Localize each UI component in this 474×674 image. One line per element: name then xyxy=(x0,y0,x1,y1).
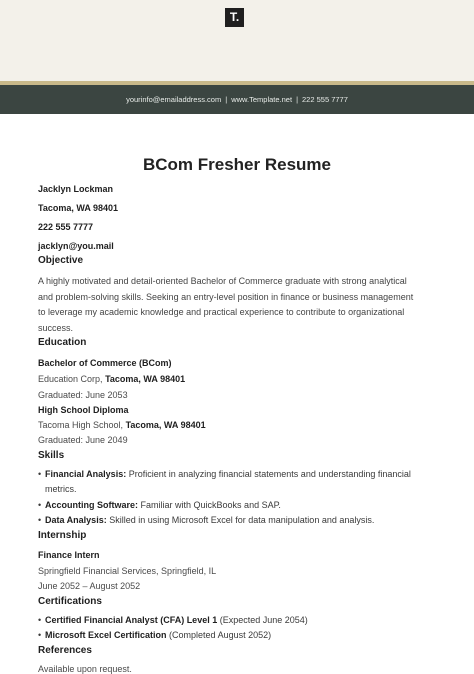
references-text: Available upon request. xyxy=(38,664,132,674)
skill-item xyxy=(38,513,438,528)
school-name: Tacoma High School, xyxy=(38,420,124,430)
certification-name: Microsoft Excel Certification xyxy=(45,630,167,640)
skill-text-continued: metrics. xyxy=(45,484,77,494)
header-band xyxy=(0,0,474,81)
education-graduated: Graduated: June 2053 xyxy=(38,390,128,400)
education-degree: Bachelor of Commerce (BCom) xyxy=(38,358,172,368)
skill-text: Proficient in analyzing financial statements and understanding financial xyxy=(128,469,411,479)
internship-heading: Internship xyxy=(38,530,87,541)
internship-company: Springfield Financial Services, Springfield, IL xyxy=(38,566,217,576)
template-logo-icon: T. xyxy=(225,8,244,27)
candidate-location: Tacoma, WA 98401 xyxy=(38,203,119,213)
skill-label: Financial Analysis: xyxy=(45,469,127,479)
certification-item xyxy=(38,628,438,643)
candidate-email: jacklyn@you.mail xyxy=(38,241,114,251)
contact-website: www.Template.net xyxy=(231,95,293,104)
school-location: Tacoma, WA 98401 xyxy=(105,374,186,384)
education-heading: Education xyxy=(38,337,87,348)
skill-label: Accounting Software: xyxy=(45,500,139,510)
education-school xyxy=(38,420,206,430)
references-heading: References xyxy=(38,645,92,656)
bullet-icon: • xyxy=(38,500,42,510)
bullet-icon: • xyxy=(38,615,42,625)
contact-separator: | xyxy=(296,95,299,104)
bullet-icon: • xyxy=(38,515,42,525)
contact-bar xyxy=(0,85,474,114)
skill-item xyxy=(38,467,438,497)
candidate-phone: 222 555 7777 xyxy=(38,222,94,232)
certification-item xyxy=(38,613,438,628)
contact-phone: 222 555 7777 xyxy=(302,95,348,104)
skills-heading: Skills xyxy=(38,450,65,461)
bullet-icon: • xyxy=(38,630,42,640)
education-degree: High School Diploma xyxy=(38,405,129,415)
contact-separator: | xyxy=(225,95,228,104)
certification-name: Certified Financial Analyst (CFA) Level 1 xyxy=(45,615,218,625)
internship-role: Finance Intern xyxy=(38,550,100,560)
skill-item xyxy=(38,498,438,513)
objective-line: and problem-solving skills. Seeking an entry-level position in finance or business management xyxy=(38,291,414,302)
skill-text: Skilled in using Microsoft Excel for data manipulation and analysis. xyxy=(109,515,375,525)
page-title: BCom Fresher Resume xyxy=(142,155,331,174)
certification-note: (Expected June 2054) xyxy=(219,615,308,625)
education-graduated: Graduated: June 2049 xyxy=(38,435,128,445)
objective-line: A highly motivated and detail-oriented Bachelor of Commerce graduate with strong analytical xyxy=(38,276,407,286)
objective-line: success. xyxy=(38,322,74,333)
certification-note: (Completed August 2052) xyxy=(169,630,272,640)
candidate-name: Jacklyn Lockman xyxy=(38,184,114,194)
education-school xyxy=(38,374,185,384)
internship-dates: June 2052 – August 2052 xyxy=(38,581,141,591)
school-location: Tacoma, WA 98401 xyxy=(125,420,206,430)
contact-email: yourinfo@emailaddress.com xyxy=(126,95,222,104)
bullet-icon: • xyxy=(38,469,42,479)
skill-text: Familiar with QuickBooks and SAP. xyxy=(140,500,281,510)
school-name: Education Corp, xyxy=(38,374,103,384)
certifications-heading: Certifications xyxy=(38,596,102,607)
objective-text xyxy=(38,274,438,336)
skill-label: Data Analysis: xyxy=(45,515,107,525)
objective-line: to leverage my academic knowledge and practical experience to contribute to organizational xyxy=(38,307,405,317)
objective-heading: Objective xyxy=(38,255,84,266)
